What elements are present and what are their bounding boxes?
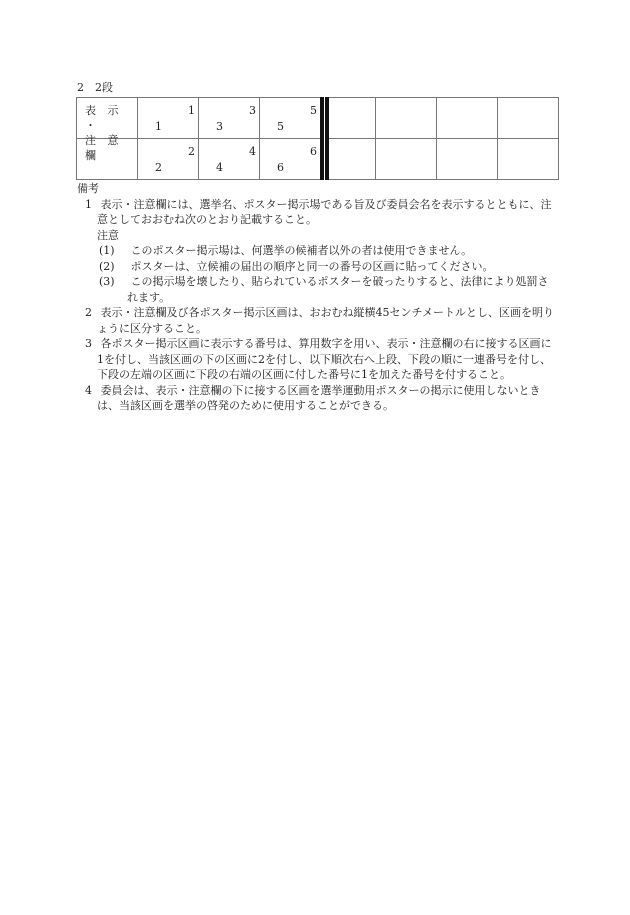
notes-title: 備考: [77, 182, 99, 195]
caution-item-2: [77, 259, 557, 275]
table-row-bottom: [77, 139, 323, 180]
caution-item-3: [77, 274, 557, 305]
cell-number-bottom: 2: [155, 161, 162, 174]
cell-number-top: 3: [249, 104, 256, 117]
caution-text: このポスター掲示場は、何選挙の候補者以外の者は使用できません。: [130, 244, 473, 257]
caution-number: (2): [99, 259, 115, 273]
table-row-top: [77, 98, 323, 139]
cell-number-top: 6: [310, 145, 317, 158]
poster-board-table-right: [325, 97, 559, 180]
poster-cell: [260, 139, 323, 180]
table-row-bottom: [327, 139, 559, 180]
empty-cell: [77, 139, 138, 180]
caution-text: ポスターは、立候補の届出の順序と同一の番号の区画に貼ってください。: [130, 259, 494, 273]
empty-cell: [437, 98, 498, 139]
notice-label-line2: 注 意 欄: [85, 134, 123, 162]
caution-text: この掲示場を壊したり、貼られているポスターを破ったりすると、法律により処罰されます。: [127, 275, 549, 304]
caution-title: 注意: [97, 228, 119, 242]
cell-number-bottom: 4: [216, 161, 223, 174]
empty-cell: [376, 139, 437, 180]
cell-number-bottom: 1: [155, 120, 162, 133]
cell-number-top: 5: [310, 104, 317, 117]
empty-cell: [327, 139, 376, 180]
note-item-2: [77, 305, 557, 336]
notice-label-line1: 表 示 ・: [85, 104, 123, 132]
caution-item-1: [77, 243, 557, 259]
note-item-3: [77, 336, 557, 383]
empty-cell: [376, 98, 437, 139]
empty-cell: [498, 98, 559, 139]
note-item-1: [77, 197, 557, 228]
poster-cell: [199, 139, 260, 180]
caution-number: (1): [99, 244, 115, 257]
note-text: 表示・注意欄には、選挙名、ポスター掲示場である旨及び委員会名を表示するとともに、注意としておおむね次のとおり記載すること。: [97, 197, 552, 226]
note-number: 2: [85, 306, 92, 319]
empty-cell: [437, 139, 498, 180]
cell-number-bottom: 6: [277, 161, 284, 174]
empty-cell: [498, 139, 559, 180]
note-number: 3: [85, 337, 92, 350]
empty-cell: [327, 98, 376, 139]
note-number: 4: [85, 383, 92, 397]
note-item-4: [77, 383, 557, 414]
caution-number: (3): [99, 275, 115, 288]
section-heading: 2 2段: [77, 81, 113, 94]
note-text: 各ポスター掲示区画に表示する番号は、算用数字を用い、表示・注意欄の右に接する区画に1を付し、当該区画の下の区画に2を付し、以下順次右へ上段、下段の順に一連番号を付し、下段の左端の区画に下段の右端の区画に付した番号に1を加えた番号を付すること。: [97, 337, 552, 381]
notice-label-cell: [77, 98, 138, 162]
note-number: 1: [85, 197, 92, 211]
notes-section: [77, 181, 557, 414]
note-text: 表示・注意欄及び各ポスター掲示区画は、おおむね縦横45センチメートルとし、区画を明りょうに区分すること。: [97, 306, 555, 335]
poster-cell: [260, 98, 323, 139]
poster-cell: [199, 98, 260, 139]
poster-board-table-left: [76, 97, 324, 180]
cell-number-bottom: 3: [216, 120, 223, 133]
cell-number-top: 1: [188, 104, 195, 117]
note-text: 委員会は、表示・注意欄の下に接する区画を選挙運動用ポスターの掲示に使用しないときは、当該区画を選挙の啓発のために使用することができる。: [97, 383, 541, 412]
cell-number-top: 4: [249, 145, 256, 158]
cell-number-top: 2: [188, 145, 195, 158]
poster-cell: [138, 98, 199, 139]
poster-cell: [138, 139, 199, 180]
cell-number-bottom: 5: [277, 120, 284, 133]
table-row-top: [327, 98, 559, 139]
